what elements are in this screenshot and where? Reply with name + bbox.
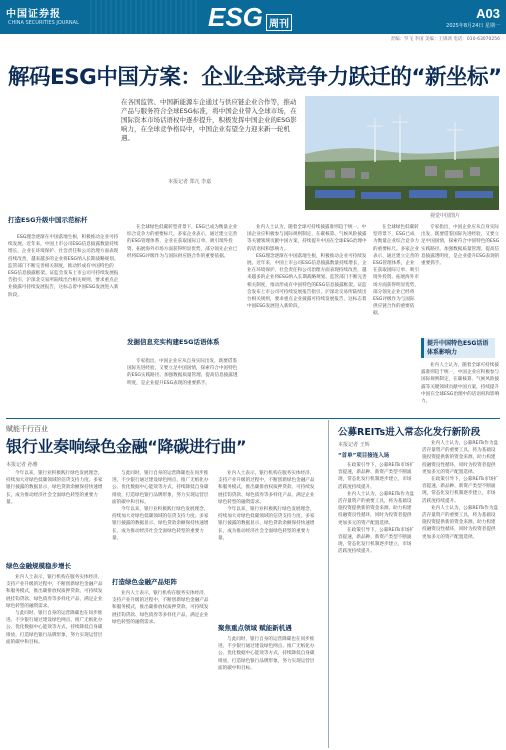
green-subhead-3: 聚焦重点领域 赋能新机遇 bbox=[218, 624, 292, 632]
paragraph: 今年以来，银行业积极践行绿色发展理念，持续加大对绿色低碳领域的信贷支持力度。多家银行披露的数据显示，绿色贷款余额保持快速增长，成为推动经济社会全面绿色转型的重要力量。 bbox=[218, 507, 315, 541]
reits-headline: 公募REITs进入常态化发行新阶段 bbox=[338, 427, 481, 438]
newspaper-logo-en: CHINA SECURITIES JOURNAL bbox=[8, 20, 79, 26]
green-subhead-2: 打造绿色金融产品矩阵 bbox=[112, 578, 177, 586]
column-divider bbox=[328, 420, 329, 748]
section-title: ESG bbox=[208, 2, 263, 32]
paragraph: 今年以来，银行业积极践行绿色发展理念，持续加大对绿色低碳领域的信贷支持力度。多家银行披露的数据显示，绿色贷款余额保持快速增长，成为推动经济社会全面绿色转型的重要力量。 bbox=[112, 507, 209, 541]
paragraph: 业内人士认为，公募REITs作为盘活存量资产的重要工具，将为基础设施投资提供新的资金来源，助力构建投融资良性循环，同时为投资者提供更加多元的资产配置选择。 bbox=[422, 505, 499, 540]
main-column-5 bbox=[421, 224, 500, 334]
main-column-5b bbox=[421, 362, 500, 414]
paragraph: 与此同时，银行自身的运营降碳也在同步推进。不少银行通过建设绿色网点、推广无纸化办公、优化数据中心能效等方式，持续降低自身碳排放，打造绿色银行品牌形象，努力实现运营层面的碳中和目标。 bbox=[112, 471, 209, 505]
paragraph: ESG理念逐渐在中国落地生根，积极推动企业可持续发展。近年来，中国上市公司ESG信息披露数量持续增长，企业在环境保护、社会责任和公司治理方面表现持续改善，越来越多的企业将ESG纳入长期战略规划。监管部门不断完善相关制度，推动形成有中国特色的ESG信息披露框架。证监会发布上市公司可持续发展报告指引，沪深北交易所陆续出台相关规则，要求重点企业披露可持续发展报告，这标志着中国ESG发展进入新阶段。 bbox=[247, 253, 367, 310]
green-column-3b bbox=[218, 636, 318, 748]
main-lead: 在各国监管、中国新能源车企通过与供应链企业合作等，推动产品与服务符合全球ESG标准，将中国企业带入全球市场，在国际资本市场话语权中逐步提升，积极发挥中国企业的ESG影响力，在全球竞争格局中，中国企业有望全力迎来新一轮机遇。 bbox=[121, 98, 297, 142]
main-column-4 bbox=[373, 224, 419, 414]
main-column-2 bbox=[127, 224, 241, 334]
paragraph: 专家指出，中国企业应从自身实际出发，既要借鉴国际先进经验，又要立足中国国情，探索符合中国特色的ESG实践路径。加强数据质量管理、提高信息披露透明度，是企业提升ESG表现的重要抓手。 bbox=[421, 225, 500, 267]
newspaper-logo: 中国证券报 bbox=[6, 9, 61, 20]
paragraph: 业内人士表示，银行机构在服务实体经济、支持产业升级的过程中，不断创新绿色金融产品和服务模式，推出碳排放权质押贷款、可持续发展挂钩贷款、绿色债券等多样化产品，满足企业绿色转型的融资需求。 bbox=[218, 471, 315, 505]
paragraph: 在全球绿色低碳转型背景下，ESG已成为衡量企业综合竞争力的重要标尺。多家企业表示，通过建立完善的ESG管理体系，企业在获取国际订单、吸引境外投资、拓展海外市场方面获得明显优势，部分领先企业已经将ESG评级作为与国际供应链合作的重要依据。 bbox=[127, 225, 238, 259]
aerial-landscape-photo bbox=[305, 96, 499, 210]
paragraph: 在全球绿色低碳转型背景下，ESG已成为衡量企业综合竞争力的重要标尺。多家企业表示，通过建立完善的ESG管理体系，企业在获取国际订单、吸引境外投资、拓展海外市场方面获得明显优势，部分领先企业已经将ESG评级作为与国际供应链合作的重要依据。 bbox=[373, 225, 419, 317]
green-headline: 银行业奏响绿色金融“降碳进行曲” bbox=[6, 437, 247, 456]
page-number: A03 bbox=[476, 6, 500, 21]
paragraph: 在政策引导下，公募REITs市场扩容提速，新品种、新资产类型不断涌现，常态化发行机制逐步建立，市场活跃度持续提升。 bbox=[338, 463, 415, 490]
green-subhead-1: 绿色金融规模稳步增长 bbox=[6, 562, 71, 570]
green-column-2 bbox=[112, 470, 212, 570]
section-suffix: 周刊 bbox=[266, 14, 292, 31]
issue-date: 2025年8月24日 星期一 bbox=[446, 23, 500, 29]
paragraph: 在政策引导下，公募REITs市场扩容提速，新品种、新资产类型不断涌现，常态化发行机制逐步建立，市场活跃度持续提升。 bbox=[422, 477, 499, 504]
header-texture bbox=[90, 0, 200, 34]
green-byline: 本报记者 孙雅 bbox=[6, 462, 38, 468]
green-column-1 bbox=[6, 470, 106, 560]
reits-column-1 bbox=[338, 462, 416, 748]
page-header bbox=[0, 0, 506, 34]
paragraph: 专家指出，中国企业应从自身实际出发，既要借鉴国际先进经验，又要立足中国国情，探索符合中国特色的ESG实践路径。加强数据质量管理、提高信息披露透明度，是企业提升ESG表现的重要抓手。 bbox=[127, 359, 238, 386]
paragraph: 与此同时，银行自身的运营降碳也在同步推进。不少银行通过建设绿色网点、推广无纸化办公、优化数据中心能效等方式，持续降低自身碳排放，打造绿色银行品牌形象，努力实现运营层面的碳中和目标。 bbox=[6, 611, 103, 645]
paragraph: 在政策引导下，公募REITs市场扩容提速，新品种、新资产类型不断涌现，常态化发行机制逐步建立，市场活跃度持续提升。 bbox=[338, 527, 415, 555]
main-headline: 解码ESG中国方案：企业全球竞争力跃迁的“新坐标” bbox=[8, 65, 502, 90]
green-kicker: 赋能千行百业 bbox=[6, 425, 48, 433]
main-column-2b bbox=[127, 358, 241, 414]
green-column-2b bbox=[112, 590, 212, 748]
paragraph: 与此同时，银行自身的运营降碳也在同步推进。不少银行通过建设绿色网点、推广无纸化办公、优化数据中心能效等方式，持续降低自身碳排放，打造绿色银行品牌形象，努力实现运营层面的碳中和目标。 bbox=[218, 637, 315, 671]
green-column-3 bbox=[218, 470, 318, 620]
paragraph: 今年以来，银行业积极践行绿色发展理念，持续加大对绿色低碳领域的信贷支持力度。多家银行披露的数据显示，绿色贷款余额保持快速增长，成为推动经济社会全面绿色转型的重要力量。 bbox=[6, 471, 103, 505]
reits-subhead: “首单”项目接连入场 bbox=[338, 453, 390, 459]
paragraph: 业内人士认为，公募REITs作为盘活存量资产的重要工具，将为基础设施投资提供新的资金来源，助力构建投融资良性循环，同时为投资者提供更加多元的资产配置选择。 bbox=[422, 441, 499, 475]
paragraph: 业内人士认为，随着全球可持续披露准则趋于统一，中国企业应积极参与国际规则制定，在碳核算、气候风险披露等关键领域贡献中国方案，持续提升中国在全球ESG治理中的话语权和影响力。 bbox=[421, 363, 500, 405]
main-byline: 本报记者 郑凡 李嘉 bbox=[168, 179, 212, 185]
main-subhead-2: 发掘信息充实构建ESG话语体系 bbox=[127, 338, 220, 346]
main-column-3 bbox=[247, 224, 367, 414]
photo-caption: 视觉中国图片 bbox=[430, 213, 461, 219]
main-subhead-1: 打造ESG升级中国示范标杆 bbox=[8, 216, 88, 224]
paragraph: 业内人士认为，随着全球可持续披露准则趋于统一，中国企业应积极参与国际规则制定，在碳核算、气候风险披露等关键领域贡献中国方案，持续提升中国在全球ESG治理中的话语权和影响力。 bbox=[247, 225, 367, 252]
editor-credits: 责编：罗飞 李国 美编：王锦鸿 电话：010-63070256 bbox=[390, 37, 500, 42]
reits-column-2 bbox=[422, 440, 500, 748]
paragraph: 业内人士表示，银行机构在服务实体经济、支持产业升级的过程中，不断创新绿色金融产品和服务模式，推出碳排放权质押贷款、可持续发展挂钩贷款、绿色债券等多样化产品，满足企业绿色转型的融资需求。 bbox=[6, 575, 103, 609]
green-column-1b bbox=[6, 574, 106, 748]
main-column-1 bbox=[8, 234, 122, 414]
paragraph: 业内人士表示，银行机构在服务实体经济、支持产业升级的过程中，不断创新绿色金融产品和服务模式，推出碳排放权质押贷款、可持续发展挂钩贷款、绿色债券等多样化产品，满足企业绿色转型的融资需求。 bbox=[112, 591, 209, 625]
paragraph: 业内人士认为，公募REITs作为盘活存量资产的重要工具，将为基础设施投资提供新的资金来源，助力构建投融资良性循环，同时为投资者提供更加多元的资产配置选择。 bbox=[338, 491, 415, 526]
section-divider bbox=[6, 418, 500, 419]
paragraph: ESG理念逐渐在中国落地生根，积极推动企业可持续发展。近年来，中国上市公司ESG信息披露数量持续增长，企业在环境保护、社会责任和公司治理方面表现持续改善，越来越多的企业将ESG纳入长期战略规划。监管部门不断完善相关制度，推动形成有中国特色的ESG信息披露框架。证监会发布上市公司可持续发展报告指引，沪深北交易所陆续出台相关规则，要求重点企业披露可持续发展报告，这标志着中国ESG发展进入新阶段。 bbox=[8, 235, 119, 298]
main-subhead-3: 提升中国特色ESG话语体系影响力 bbox=[421, 338, 495, 358]
reits-byline: 本报记者 王辉 bbox=[338, 442, 370, 448]
